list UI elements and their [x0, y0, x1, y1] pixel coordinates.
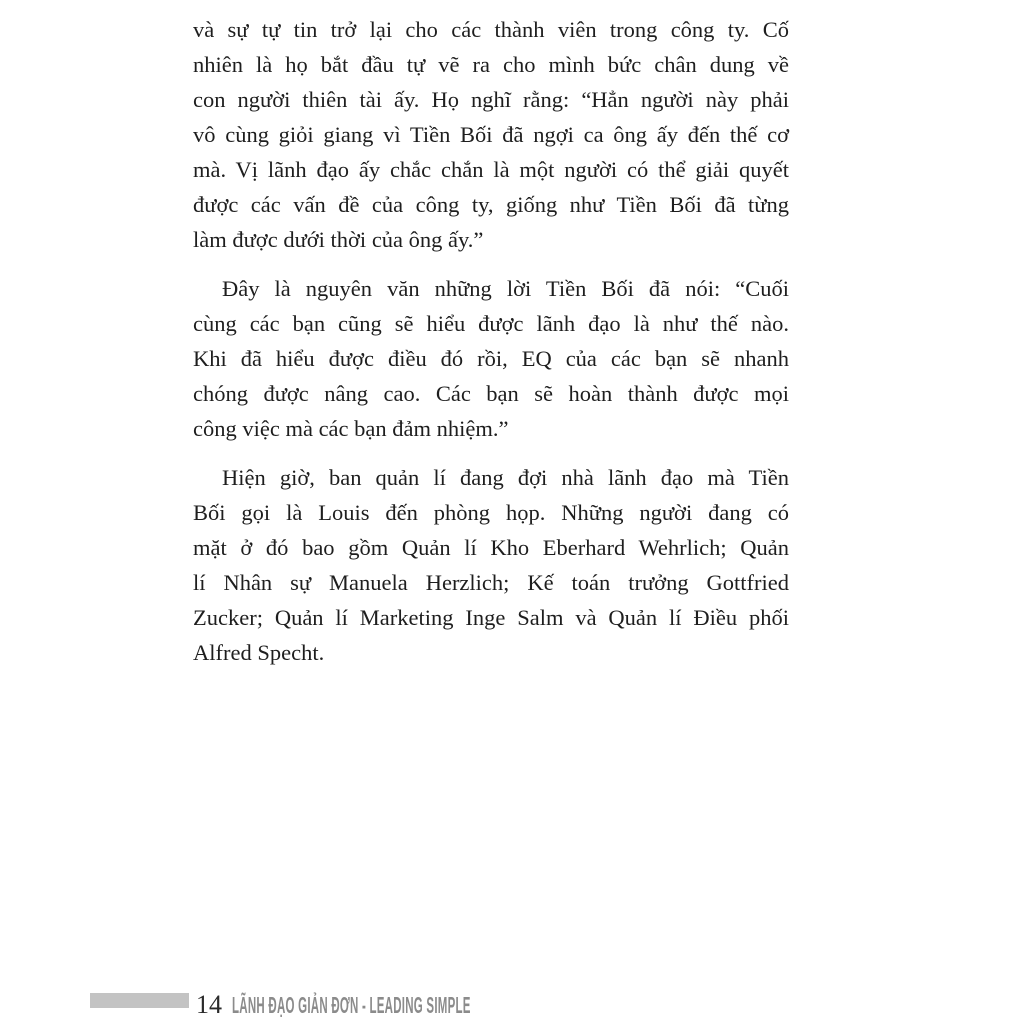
- footer-bar: [90, 993, 189, 1008]
- body-text: [193, 12, 789, 670]
- text-line: Alfred Specht.: [193, 640, 325, 665]
- text-line: vô cùng giỏi giang vì Tiền Bối đã ngợi ca ông ấy đến thế cơ: [193, 122, 789, 147]
- paragraph: [193, 271, 789, 446]
- text-line: mặt ở đó bao gồm Quản lí Kho Eberhard Wehrlich; Quản: [193, 535, 789, 560]
- text-line: mà. Vị lãnh đạo ấy chắc chắn là một người có thể giải quyết: [193, 157, 789, 182]
- text-line: được các vấn đề của công ty, giống như Tiền Bối đã từng: [193, 192, 789, 217]
- page-footer: [0, 985, 1024, 1024]
- text-line: nhiên là họ bắt đầu tự vẽ ra cho mình bức chân dung về: [193, 52, 789, 77]
- text-line: làm được dưới thời của ông ấy.”: [193, 227, 484, 252]
- text-line: Zucker; Quản lí Marketing Inge Salm và Quản lí Điều phối: [193, 605, 789, 630]
- text-line: Đây là nguyên văn những lời Tiền Bối đã nói: “Cuối: [222, 276, 789, 301]
- text-line: cùng các bạn cũng sẽ hiểu được lãnh đạo là như thế nào.: [193, 311, 789, 336]
- paragraph: [193, 12, 789, 257]
- text-line: con người thiên tài ấy. Họ nghĩ rằng: “Hẳn người này phải: [193, 87, 789, 112]
- text-line: và sự tự tin trở lại cho các thành viên trong công ty. Cố: [193, 17, 789, 42]
- text-line: Hiện giờ, ban quản lí đang đợi nhà lãnh đạo mà Tiền: [222, 465, 789, 490]
- footer-book-title: [232, 992, 792, 1018]
- text-line: chóng được nâng cao. Các bạn sẽ hoàn thành được mọi: [193, 381, 789, 406]
- paragraph: [193, 460, 789, 670]
- text-line: công việc mà các bạn đảm nhiệm.”: [193, 416, 509, 441]
- text-line: Bối gọi là Louis đến phòng họp. Những người đang có: [193, 500, 789, 525]
- text-line: lí Nhân sự Manuela Herzlich; Kế toán trưởng Gottfried: [193, 570, 789, 595]
- text-line: Khi đã hiểu được điều đó rồi, EQ của các bạn sẽ nhanh: [193, 346, 789, 371]
- footer-book-title-text: LÃNH ĐẠO GIẢN ĐƠN - LEADING SIMPLE: [232, 992, 471, 1018]
- page-number: 14: [196, 990, 222, 1019]
